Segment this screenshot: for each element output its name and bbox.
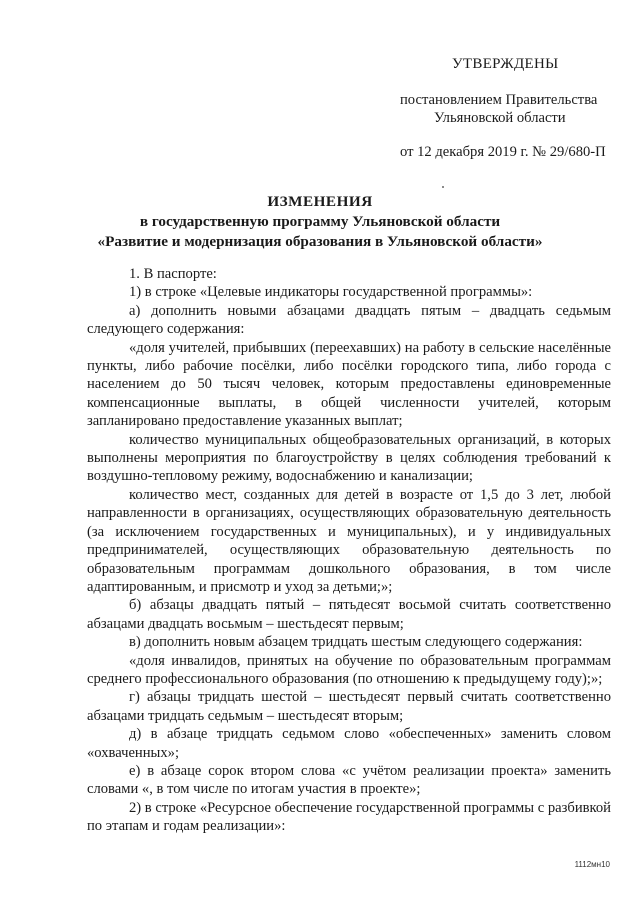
paragraph: а) дополнить новыми абзацами двадцать пятым – двадцать седьмым следующего содержания: bbox=[87, 302, 611, 338]
paragraph: количество мест, созданных для детей в возрасте от 1,5 до 3 лет, любой направленности в организациях, осуществляющих образовательную деятельность (за исключением государственных и муниципальных), и у индивидуальных предпринимателей, осуществляющих образовательную деятельность по образовательным программам дошкольного образования, в том числе адаптированным, и присмотр и уход за детьми;»; bbox=[87, 486, 611, 595]
document-heading-title: ИЗМЕНЕНИЯ bbox=[267, 193, 373, 210]
paragraph: количество муниципальных общеобразовательных организаций, в которых выполнены мероприятия по благоустройству в целях соблюдения требований к воздушно-тепловому режиму, водоснабжению и канализации; bbox=[87, 431, 611, 485]
document-code: 1112мн10 bbox=[574, 860, 610, 869]
document-heading-subtitle: в государственную программу Ульяновской области bbox=[139, 213, 501, 230]
paragraph: «доля инвалидов, принятых на обучение по образовательным программам среднего профессионального образования (по отношению к предыдущему году);»; bbox=[87, 652, 611, 687]
paragraph: е) в абзаце сорок втором слова «с учётом реализации проекта» заменить словами «, в том числе по итогам участия в проекте»; bbox=[87, 762, 611, 798]
approval-line-2: Ульяновской области bbox=[434, 110, 566, 126]
paragraph: 1) в строке «Целевые индикаторы государственной программы»: bbox=[129, 284, 533, 301]
scan-speck bbox=[442, 186, 444, 188]
paragraph: «доля учителей, прибывших (переехавших) на работу в сельские населённые пункты, либо рабочие посёлки, либо посёлки городского типа, либо города с населением до 50 тысяч человек, которым предоставлены единовременные компенсационные выплаты, в общей численности учителей, которым запланировано предоставление указанных выплат; bbox=[87, 339, 611, 430]
paragraph: б) абзацы двадцать пятый – пятьдесят восьмой считать соответственно абзацами двадцать восьмым – шестьдесят первым; bbox=[87, 597, 611, 632]
paragraph: 2) в строке «Ресурсное обеспечение государственной программы с разбивкой по этапам и годам реализации»: bbox=[87, 799, 611, 835]
approval-line-1: постановлением Правительства bbox=[400, 92, 598, 108]
approval-title: УТВЕРЖДЕНЫ bbox=[452, 56, 559, 72]
paragraph: в) дополнить новым абзацем тридцать шестым следующего содержания: bbox=[129, 634, 583, 651]
document-body bbox=[87, 265, 611, 836]
paragraph: д) в абзаце тридцать седьмом слово «обеспеченных» заменить словом «охваченных»; bbox=[87, 726, 611, 761]
paragraph: 1. В паспорте: bbox=[129, 266, 217, 282]
paragraph: г) абзацы тридцать шестой – шестьдесят первый считать соответственно абзацами тридцать седьмым – шестьдесят вторым; bbox=[87, 689, 611, 724]
document-heading-program: «Развитие и модернизация образования в Ульяновской области» bbox=[97, 233, 543, 250]
approval-line-3: от 12 декабря 2019 г. № 29/680-П bbox=[400, 144, 606, 160]
